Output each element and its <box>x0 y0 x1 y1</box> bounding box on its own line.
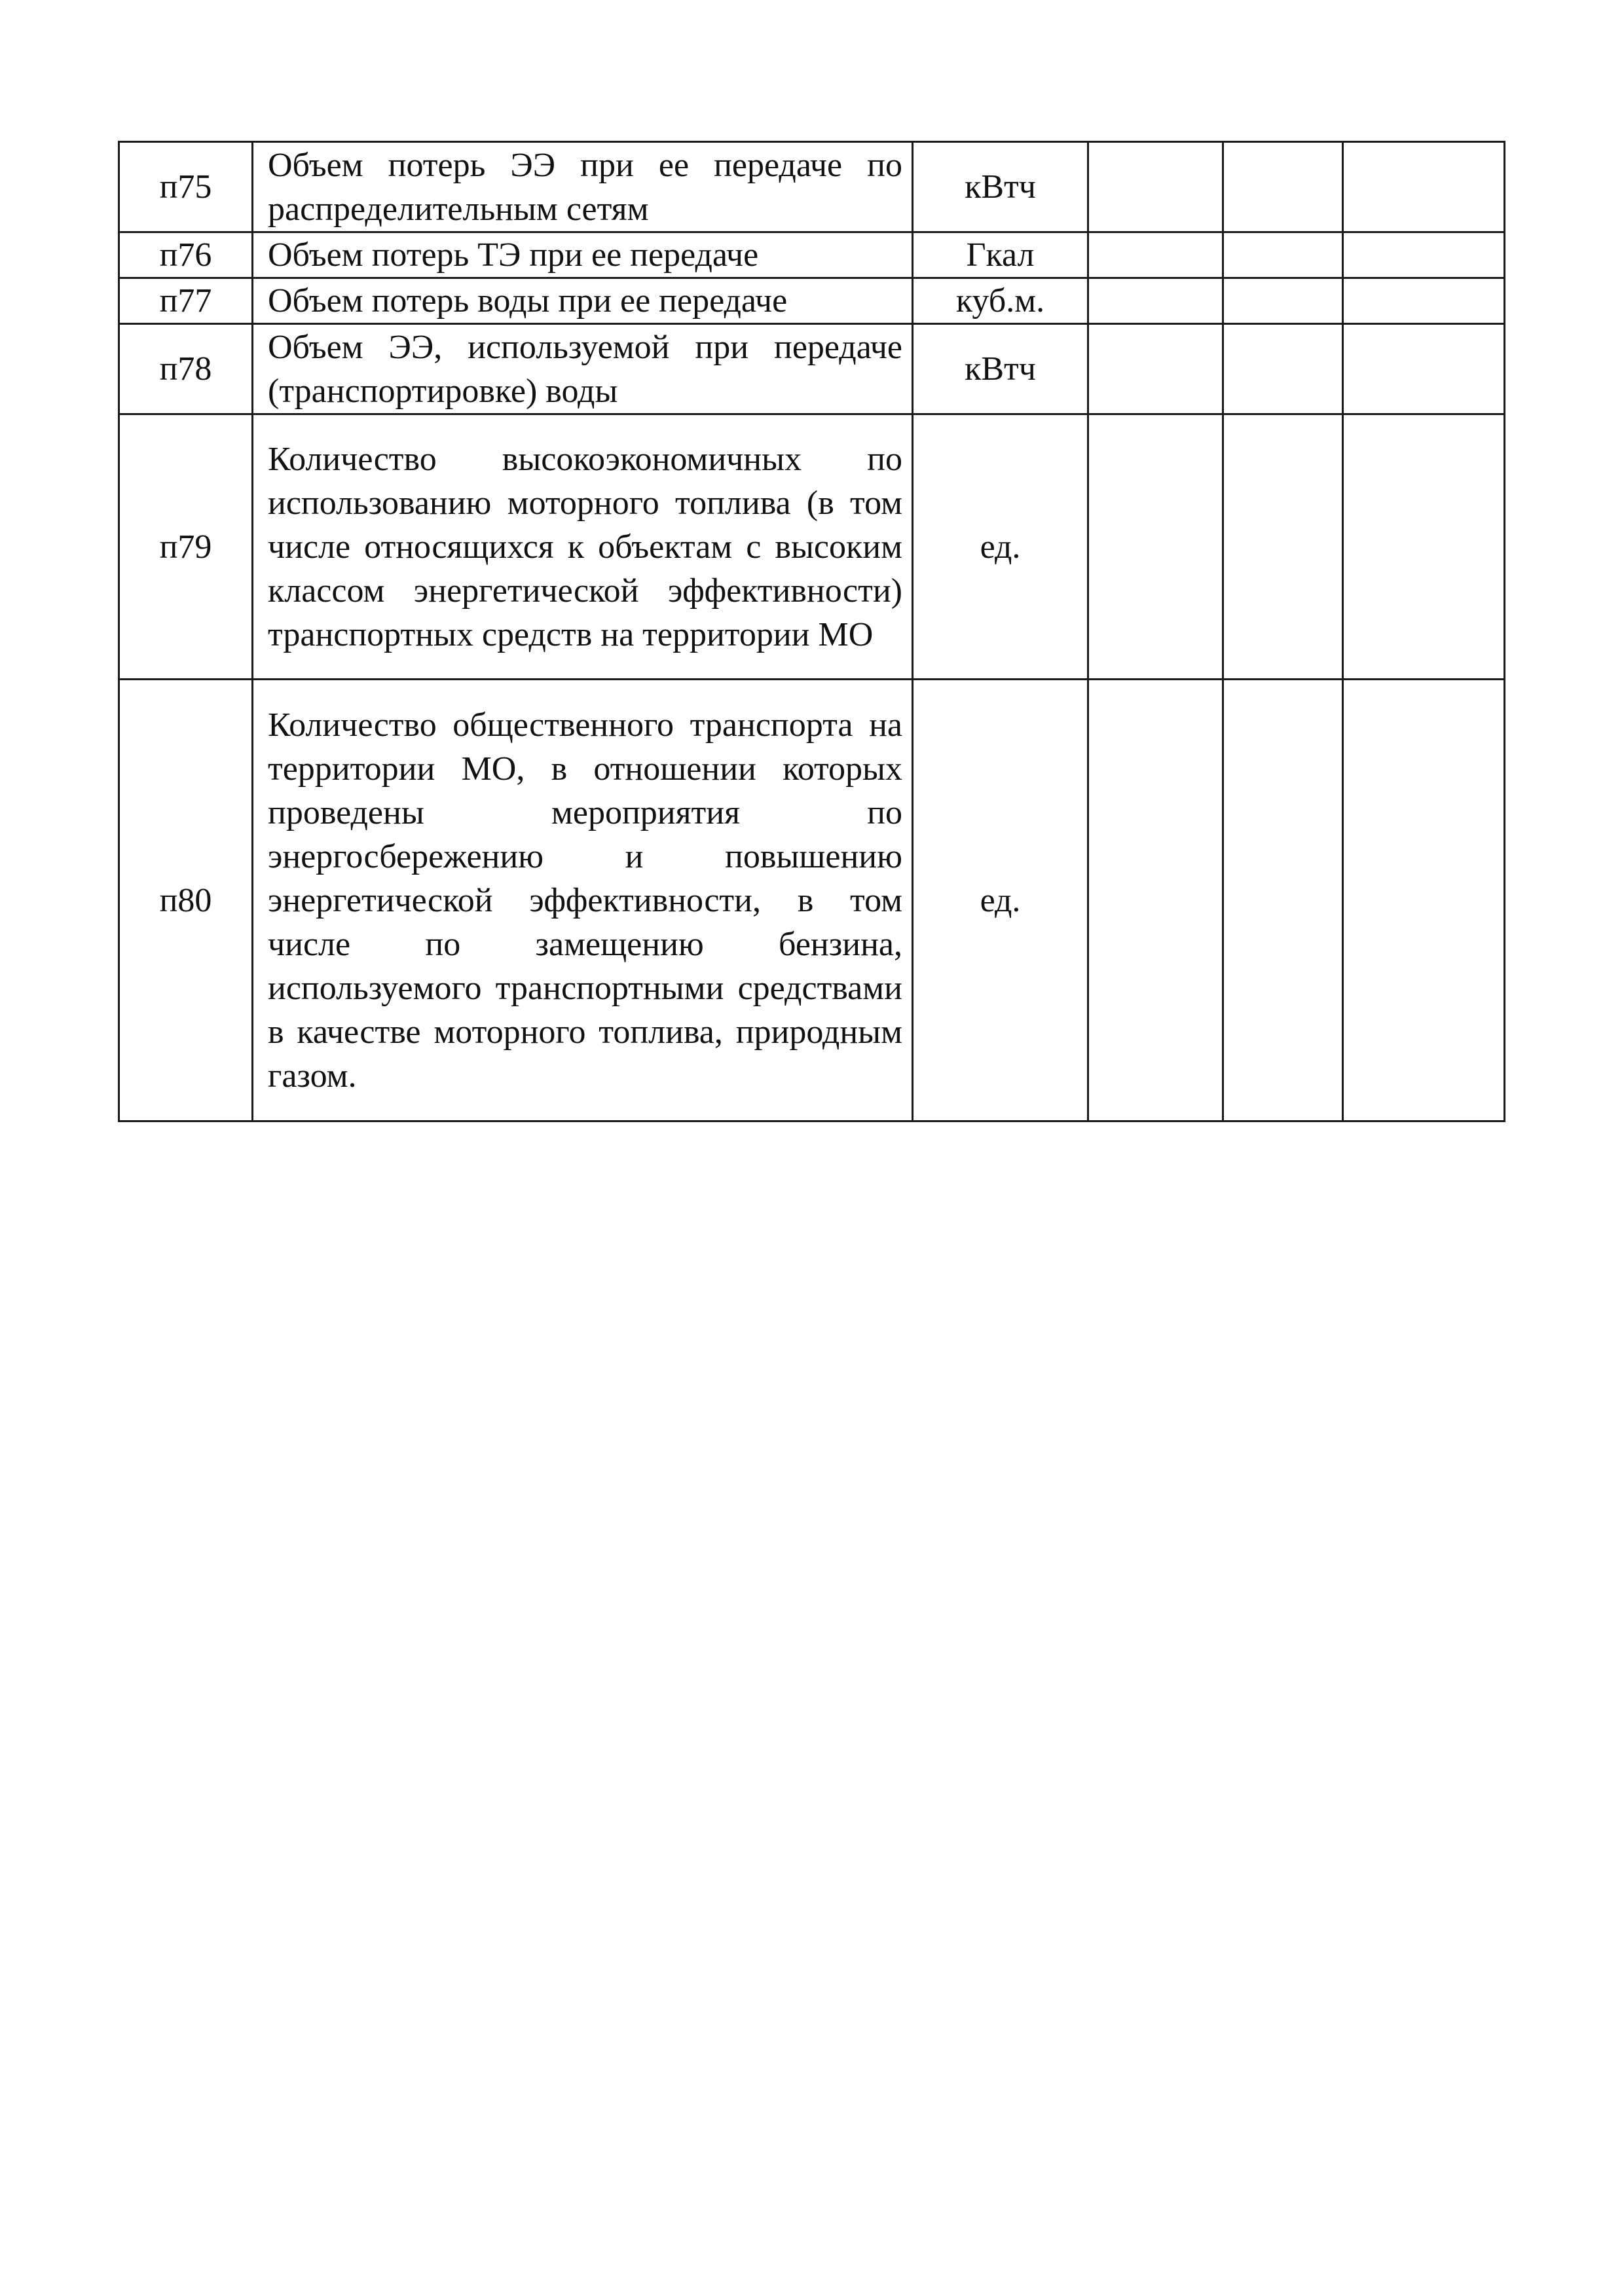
table-row <box>119 278 1505 324</box>
value-cell <box>1088 142 1223 232</box>
row-unit: Гкал <box>913 232 1088 278</box>
value-cell <box>1343 680 1505 1121</box>
value-cell <box>1223 324 1343 414</box>
value-cell <box>1223 232 1343 278</box>
value-cell <box>1343 278 1505 324</box>
row-code: п75 <box>119 142 253 232</box>
row-name <box>253 680 913 1121</box>
row-name-text: Объем потерь ЭЭ при ее передаче по распределительным сетям <box>268 146 902 228</box>
row-name-text: Количество высокоэкономичных по использованию моторного топлива (в том числе относящихся к объектам с высоким классом энергетической эффективности) транспортных средств на территории МО <box>268 440 902 653</box>
value-cell <box>1223 680 1343 1121</box>
table-row <box>119 142 1505 232</box>
row-name <box>253 278 913 324</box>
row-name-text: Количество общественного транспорта на территории МО, в отношении которых проведены мероприятия по энергосбережению и повышению энергетической эффективности, в том числе по замещению бензина, используемого транспортными средствами в качестве моторного топлива, природным газом. <box>268 706 902 1095</box>
row-code: п76 <box>119 232 253 278</box>
row-name-text: Объем потерь воды при ее передаче <box>268 282 788 319</box>
table-row <box>119 414 1505 680</box>
table-row <box>119 324 1505 414</box>
value-cell <box>1343 142 1505 232</box>
row-unit: ед. <box>913 414 1088 680</box>
value-cell <box>1088 232 1223 278</box>
row-code: п77 <box>119 278 253 324</box>
row-name-text: Объем потерь ТЭ при ее передаче <box>268 236 759 274</box>
value-cell <box>1088 278 1223 324</box>
value-cell <box>1088 324 1223 414</box>
table-row <box>119 680 1505 1121</box>
value-cell <box>1223 142 1343 232</box>
row-name <box>253 142 913 232</box>
value-cell <box>1343 324 1505 414</box>
row-unit: куб.м. <box>913 278 1088 324</box>
row-name <box>253 232 913 278</box>
row-code: п78 <box>119 324 253 414</box>
value-cell <box>1088 680 1223 1121</box>
value-cell <box>1343 232 1505 278</box>
row-code: п80 <box>119 680 253 1121</box>
value-cell <box>1223 278 1343 324</box>
value-cell <box>1223 414 1343 680</box>
row-unit: кВтч <box>913 324 1088 414</box>
indicators-table <box>118 141 1505 1122</box>
value-cell <box>1343 414 1505 680</box>
row-name-text: Объем ЭЭ, используемой при передаче (транспортировке) воды <box>268 328 902 410</box>
row-name <box>253 324 913 414</box>
table-row <box>119 232 1505 278</box>
row-code: п79 <box>119 414 253 680</box>
row-unit: кВтч <box>913 142 1088 232</box>
value-cell <box>1088 414 1223 680</box>
row-name <box>253 414 913 680</box>
row-unit: ед. <box>913 680 1088 1121</box>
